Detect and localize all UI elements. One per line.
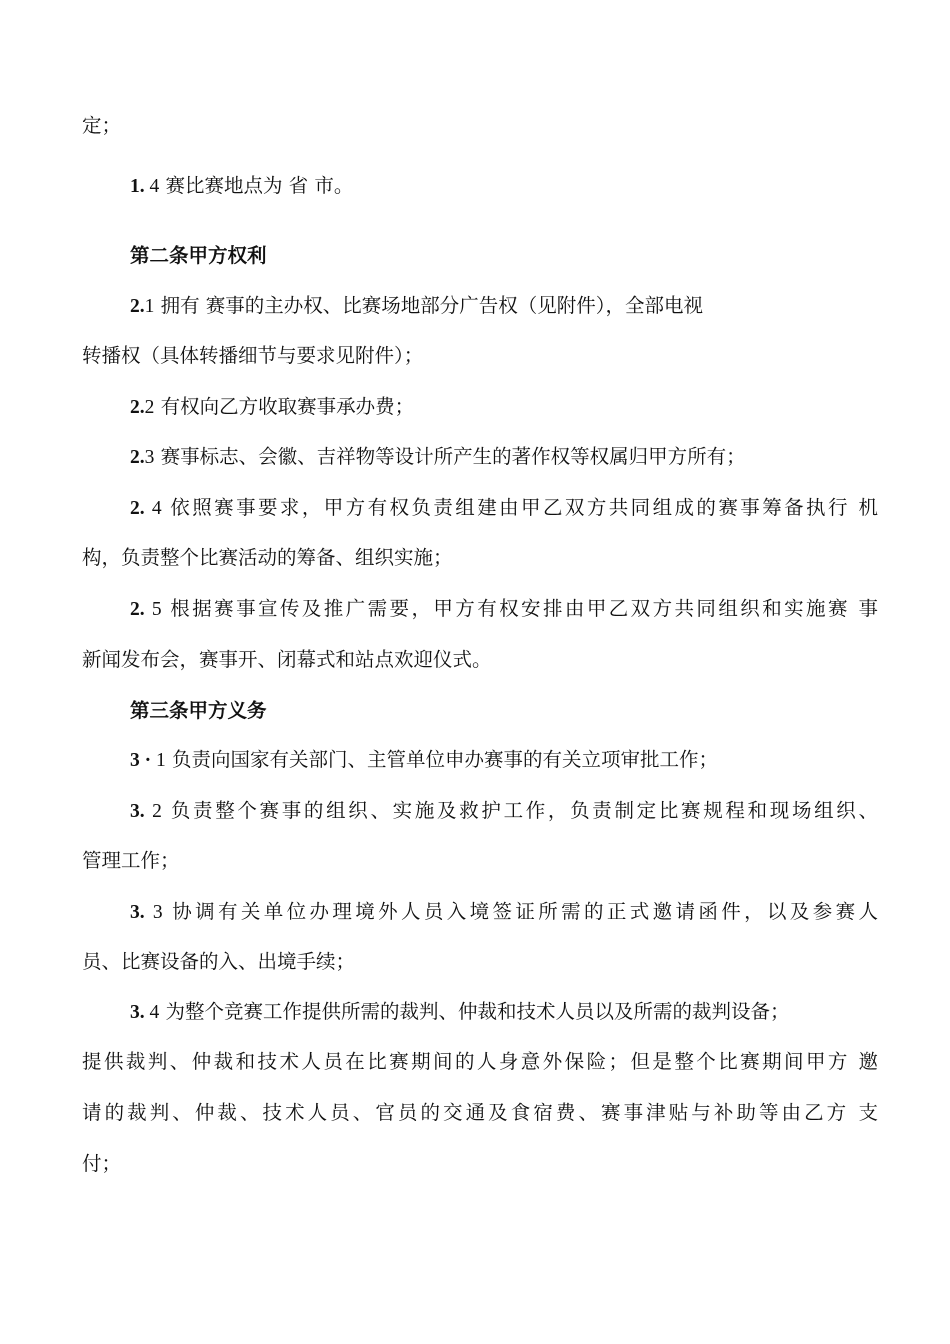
clause-text: 为整个竞赛工作提供所需的裁判、仲裁和技术人员以及所需的裁判设备； <box>165 1000 790 1023</box>
line-text: 管理工作； <box>82 849 180 872</box>
line-text: 员、比赛设备的入、出境手续； <box>82 950 356 973</box>
clause-text: 负责整个赛事的组织、实施及救护工作，负责制定比赛规程和现场组织、 <box>170 799 878 822</box>
clause-number: 3. <box>130 1002 145 1023</box>
clause-number: 1. <box>130 176 145 197</box>
clause-2-2 <box>130 393 878 422</box>
line-text: 付； <box>82 1152 122 1175</box>
clause-number: 3. <box>130 902 145 923</box>
clause-subnumber: 3 <box>144 447 155 468</box>
text-line <box>82 1150 878 1178</box>
text-line <box>82 112 878 140</box>
clause-2-3 <box>130 443 878 472</box>
clause-subnumber: 1 <box>151 750 166 771</box>
clause-subnumber: 2 <box>144 801 162 822</box>
text-line <box>82 1099 878 1127</box>
clause-3-4 <box>130 998 878 1027</box>
clause-subnumber: 4 <box>144 1002 160 1023</box>
clause-text: 赛比赛地点为 省 市。 <box>165 174 354 197</box>
line-text: 请的裁判、仲裁、技术人员、官员的交通及食宿费、赛事津贴与补助等由乙方 支 <box>82 1101 878 1124</box>
section-heading-article-2 <box>130 242 878 270</box>
clause-number: 2. <box>130 498 145 519</box>
clause-subnumber: 1 <box>144 296 155 317</box>
clause-2-1 <box>130 292 878 321</box>
text-line <box>82 948 878 976</box>
clause-subnumber: 3 <box>144 902 163 923</box>
clause-text: 根据赛事宣传及推广需要，甲方有权安排由甲乙双方共同组织和实施赛 事 <box>170 597 878 620</box>
clause-subnumber: 5 <box>144 599 162 620</box>
clause-number: 2. <box>130 599 145 620</box>
line-text: 新闻发布会，赛事开、闭幕式和站点欢迎仪式。 <box>82 648 492 671</box>
clause-text: 有权向乙方收取赛事承办费； <box>160 395 415 418</box>
clause-subnumber: 4 <box>144 498 162 519</box>
clause-text: 协调有关单位办理境外人员入境签证所需的正式邀请函件，以及参赛人 <box>172 900 878 923</box>
clause-text: 拥有 赛事的主办权、比赛场地部分广告权（见附件），全部电视 <box>160 294 704 317</box>
clause-3-1 <box>130 746 878 775</box>
line-text: 构，负责整个比赛活动的筹备、组织实施； <box>82 546 453 569</box>
text-line <box>82 646 878 674</box>
clause-text: 负责向国家有关部门、主管单位申办赛事的有关立项审批工作； <box>171 748 718 771</box>
clause-2-5 <box>130 595 878 624</box>
clause-number: 3 · <box>130 750 152 771</box>
heading-text: 第三条甲方义务 <box>130 699 267 722</box>
clause-3-3 <box>130 898 878 927</box>
clause-text: 赛事标志、会徽、吉祥物等设计所产生的著作权等权属归甲方所有； <box>160 445 746 468</box>
clause-number: 2. <box>130 447 145 468</box>
clause-number: 3. <box>130 801 145 822</box>
clause-1-4 <box>130 172 878 201</box>
heading-text: 第二条甲方权利 <box>130 244 267 267</box>
text-line <box>82 544 878 572</box>
clause-subnumber: 2 <box>144 397 155 418</box>
line-text: 定； <box>82 114 122 137</box>
clause-3-2 <box>130 797 878 826</box>
clause-number: 2. <box>130 296 145 317</box>
clause-number: 2. <box>130 397 145 418</box>
text-line <box>82 1048 878 1076</box>
clause-text: 依照赛事要求，甲方有权负责组建由甲乙双方共同组成的赛事筹备执行 机 <box>170 496 878 519</box>
clause-2-4 <box>130 494 878 523</box>
text-line <box>82 342 878 370</box>
section-heading-article-3 <box>130 697 878 725</box>
clause-subnumber: 4 <box>144 176 160 197</box>
line-text: 提供裁判、仲裁和技术人员在比赛期间的人身意外保险；但是整个比赛期间甲方 邀 <box>82 1050 878 1073</box>
text-line <box>82 847 878 875</box>
line-text: 转播权（具体转播细节与要求见附件）； <box>82 344 424 367</box>
